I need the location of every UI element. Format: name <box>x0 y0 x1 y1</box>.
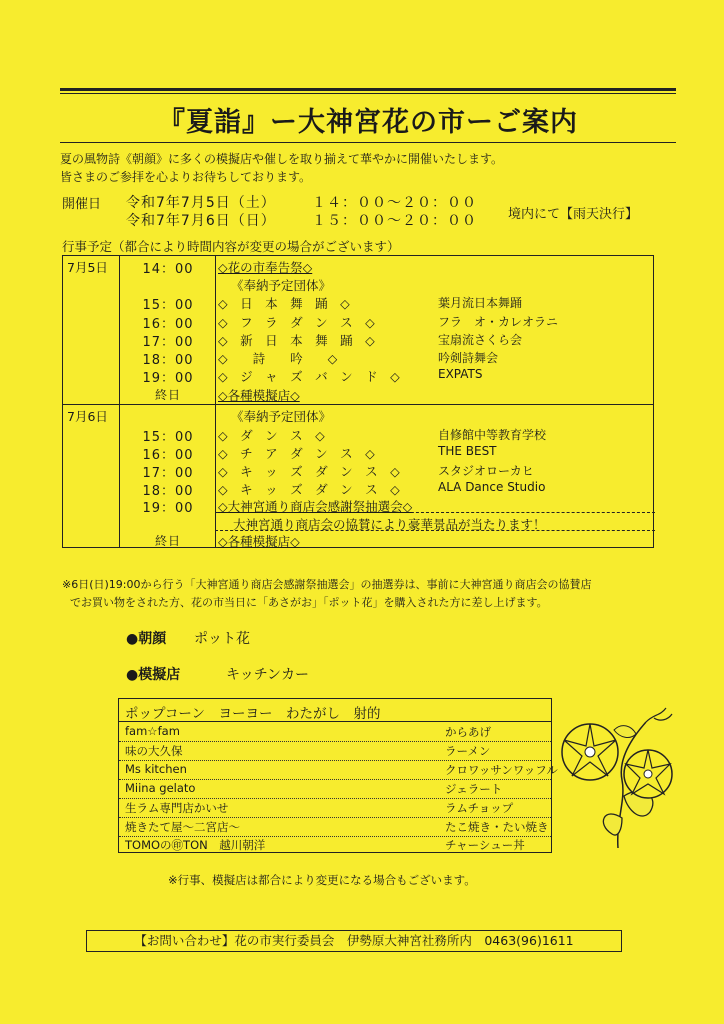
table-row-performer: ALA Dance Studio <box>438 480 546 494</box>
table-row-time: 14：00 <box>142 262 194 277</box>
table-row-event: ◇ 新 日 本 舞 踊 ◇ <box>218 333 375 348</box>
list-item: チャーシュー丼 <box>445 838 525 852</box>
table-row-event: ◇ 詩 吟 ◇ <box>218 351 338 366</box>
table-row-time: 17：00 <box>142 466 194 481</box>
day1-date: 7月5日 <box>67 260 108 275</box>
morning-glory-icon <box>556 700 680 850</box>
stalls-header-divider <box>119 721 551 722</box>
list-item: TOMOの㊞TON 越川朝洋 <box>125 838 266 852</box>
title-bottom-rule <box>60 142 676 143</box>
table-row-time: 15：00 <box>142 298 194 313</box>
list-item: Ms kitchen <box>125 762 187 776</box>
date-2: 令和7年7月6日（日） <box>126 213 276 229</box>
table-row-performer: 吟剣詩舞会 <box>438 351 499 365</box>
schedule-header: 行事予定（都合により時間内容が変更の場合がございます） <box>62 239 400 254</box>
table-row-time: 17：00 <box>142 335 194 350</box>
table-row-event: ◇ ジ ャ ズ バ ン ド ◇ <box>218 369 400 384</box>
intro-line-2: 皆さまのご参拝を心よりお待ちしております。 <box>60 170 312 184</box>
table-row-event: ◇ ダ ン ス ◇ <box>218 428 325 443</box>
list-item: 生ラム専門店かいせ <box>125 801 229 815</box>
list-item: 焼きたて屋～二宮店～ <box>125 820 240 834</box>
stalls-divider <box>119 741 551 742</box>
lottery-note-1: ※6日(日)19:00から行う「大神宮通り商店会感謝祭抽選会」の抽選券は、事前に大神宮通り商店会の協賛店 <box>62 578 592 591</box>
day2-date: 7月6日 <box>67 409 108 424</box>
schedule-table <box>62 255 654 548</box>
table-row-time: 終日 <box>154 388 181 402</box>
table-row-event: ◇ フ ラ ダ ン ス ◇ <box>218 315 375 330</box>
highlight-kitchen-car: キッチンカー <box>226 667 310 683</box>
table-row-event: ◇ キ ッ ズ ダ ン ス ◇ <box>218 482 400 497</box>
table-row-event: ◇大神宮通り商店会感謝祭抽選会◇ <box>218 499 413 514</box>
table-day-divider <box>63 404 653 405</box>
table-row-event: ◇ キ ッ ズ ダ ン ス ◇ <box>218 464 400 479</box>
table-row-time: 18：00 <box>142 484 194 499</box>
rain-note: 境内にて【雨天決行】 <box>508 207 639 222</box>
stalls-divider <box>119 798 551 799</box>
lottery-note-2: でお買い物をされた方、花の市当日に「あさがお」「ポット花」を購入された方に差し上げます。 <box>70 596 548 609</box>
table-row-event: 《奉納予定団体》 <box>231 409 332 424</box>
intro-line-1: 夏の風物詩《朝顔》に多くの模擬店や催しを取り揃えて華やかに開催いたします。 <box>60 152 504 166</box>
list-item: たこ焼き・たい焼き <box>445 820 549 834</box>
stalls-divider <box>119 760 551 761</box>
table-row-event: ◇各種模擬店◇ <box>218 388 300 403</box>
table-row-event: ◇ チ ア ダ ン ス ◇ <box>218 446 375 461</box>
stalls-header: ポップコーン ヨーヨー わたがし 射的 <box>125 706 381 722</box>
list-item: ラムチョップ <box>445 801 514 815</box>
stalls-divider <box>119 817 551 818</box>
stalls-divider <box>119 779 551 780</box>
table-row-performer: フラ オ・カレオラニ <box>438 315 559 329</box>
table-row-time: 終日 <box>154 534 181 548</box>
table-row-performer: THE BEST <box>438 444 497 458</box>
highlight-asagao: ●朝顔 <box>126 631 167 647</box>
list-item: Miina gelato <box>125 781 196 795</box>
table-row-event: 大神宮通り商店会の協賛により豪華景品が当たります！ <box>233 517 546 532</box>
table-row-time: 16：00 <box>142 317 194 332</box>
list-item: クロワッサンワッフル <box>445 763 558 777</box>
table-row-performer: 自修館中等教育学校 <box>438 428 547 442</box>
list-item: ラーメン <box>445 744 491 758</box>
table-row-time: 15：00 <box>142 430 194 445</box>
stalls-table <box>118 698 558 853</box>
list-item: ジェラート <box>445 782 503 796</box>
highlight-stalls: ●模擬店 <box>126 667 181 683</box>
highlight-pot-flower: ポット花 <box>194 631 250 647</box>
list-item: 味の大久保 <box>125 744 183 758</box>
date-1: 令和7年7月5日（土） <box>126 195 276 211</box>
page-title: 『夏詣』ー大神宮花の市ーご案内 <box>158 107 578 138</box>
table-row-time: 18：00 <box>142 353 194 368</box>
time-2: １５：００～２０：００ <box>312 213 477 229</box>
table-row-performer: EXPATS <box>438 367 483 381</box>
table-row-event: ◇ 日 本 舞 踊 ◇ <box>218 296 350 311</box>
table-row-event: ◇各種模擬店◇ <box>218 534 300 549</box>
table-row-performer: 宝扇流さくら会 <box>438 333 523 347</box>
list-item: fam☆fam <box>125 724 180 738</box>
table-row-event: ◇花の市奉告祭◇ <box>218 260 313 275</box>
table-row-time: 19：00 <box>142 501 194 516</box>
contact-footer: 【お問い合わせ】花の市実行委員会 伊勢原大神宮社務所内 0463(96)1611 <box>86 930 622 952</box>
dates-label: 開催日 <box>62 197 102 212</box>
time-1: １４：００～２０：００ <box>312 195 477 211</box>
table-row-time: 16：00 <box>142 448 194 463</box>
list-item: からあげ <box>445 725 491 739</box>
change-note: ※行事、模擬店は都合により変更になる場合もございます。 <box>168 873 476 887</box>
title-top-rule-thin <box>60 93 676 94</box>
table-row-time: 19：00 <box>142 371 194 386</box>
table-row-performer: スタジオローカヒ <box>438 464 534 478</box>
title-top-rule <box>60 88 676 91</box>
table-row-event: 《奉納予定団体》 <box>231 278 332 293</box>
table-row-performer: 葉月流日本舞踊 <box>438 296 523 310</box>
